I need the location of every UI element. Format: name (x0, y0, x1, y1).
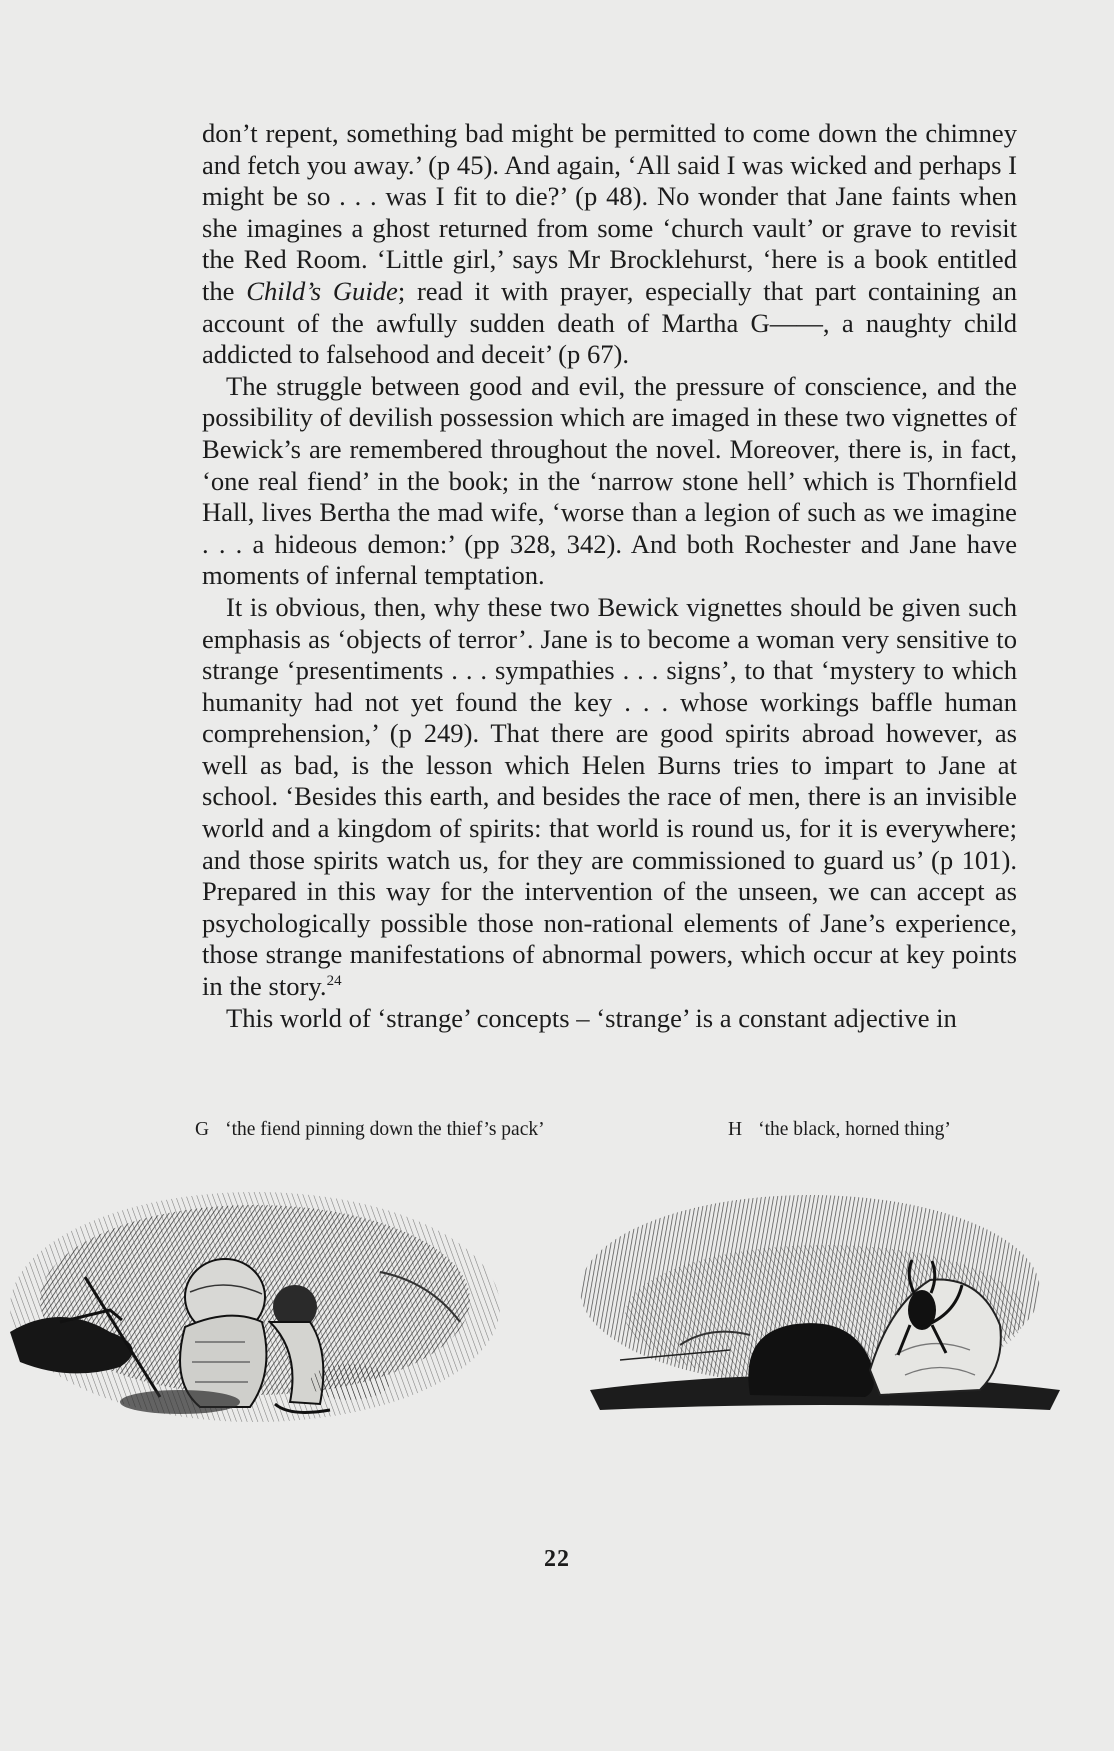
page-number: 22 (544, 1546, 570, 1572)
footnote-ref: 24 (326, 973, 342, 990)
text-run: don’t repent, something bad might be permitted to come down the chimney and fetch you away.’ (p 45). And again, ‘All said I was wicked and perhaps I might be so . . . was I fit to die?’ (p 48). No wonder that Jane faints when she imagines a ghost returned from some ‘church vault’ or grave to revisit the Red Room. ‘Little girl,’ says Mr Brocklehurst, ‘here is a book entitled the (202, 118, 1017, 306)
caption-h (728, 1118, 951, 1142)
paragraph (202, 371, 1017, 592)
text-run: This world of ‘strange’ concepts – ‘strange’ is a constant adjective in (226, 1002, 957, 1033)
paragraph (202, 118, 1017, 371)
vignette-h-illustration (560, 1185, 1080, 1435)
vignette-g-illustration (0, 1182, 500, 1432)
caption-g-letter: G (195, 1119, 210, 1140)
body-text (202, 118, 1017, 1034)
paragraph (202, 592, 1017, 1003)
paragraph (202, 1003, 1017, 1035)
text-run: It is obvious, then, why these two Bewick vignettes should be given such emphasis as ‘objects of terror’. Jane is to become a woman very sensitive to strange ‘presentiments . . . sympathies . . . signs’, to that ‘mystery to which humanity had not yet found the key . . . whose workings baffle human comprehension,’ (p 249). That there are good spirits abroad however, as well as bad, is the lesson which Helen Burns tries to impart to Jane at school. ‘Besides this earth, and besides the race of men, there is an invisible world and a kingdom of spirits: that world is round us, for it is everywhere; and those spirits watch us, for they are commissioned to guard us’ (p 101). Prepared in this way for the intervention of the unseen, we can accept as psychologically possible those non-rational elements of Jane’s experience, those strange manifestations of abnormal powers, which occur at key points in the story. (202, 591, 1017, 1002)
text-run: ; read it with prayer, especially that part containing an account of the awfully sudden death of Martha G——, a naughty child addicted to falsehood and deceit’ (p 67). (202, 275, 1017, 370)
caption-g-text: ‘the fiend pinning down the thief’s pack’ (225, 1119, 545, 1140)
figure-captions (195, 1118, 1017, 1148)
caption-g (195, 1118, 545, 1142)
text-run: The struggle between good and evil, the pressure of conscience, and the possibility of devilish possession which are imaged in these two vignettes of Bewick’s are remembered throughout the novel. Moreover, there is, in fact, ‘one real fiend’ in the book; in the ‘narrow stone hell’ which is Thornfield Hall, lives Bertha the mad wife, ‘worse than a legion of such as we imagine . . . a hideous demon:’ (pp 328, 342). And both Rochester and Jane have moments of infernal temptation. (202, 370, 1017, 591)
caption-h-text: ‘the black, horned thing’ (758, 1119, 951, 1140)
italic-title: Child’s Guide (246, 275, 398, 306)
caption-h-letter: H (728, 1119, 743, 1140)
